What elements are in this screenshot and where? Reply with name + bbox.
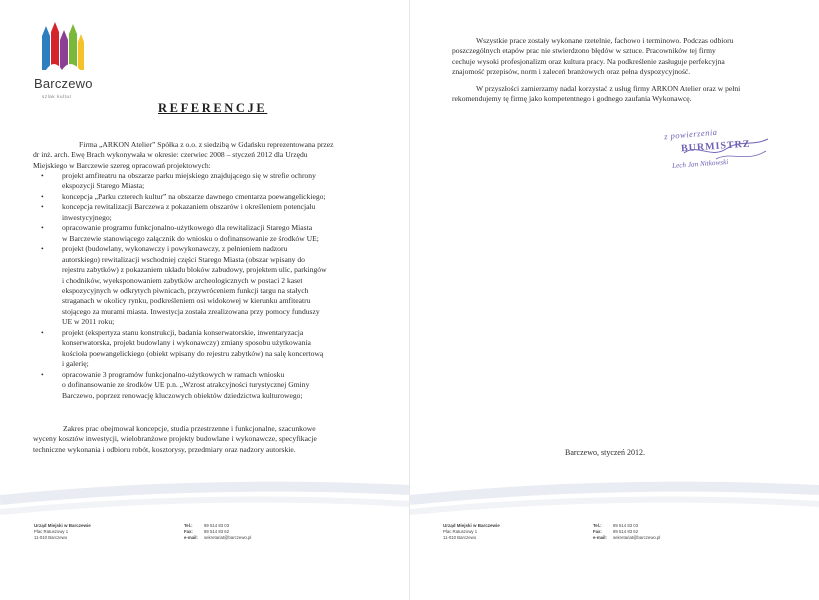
footer-label: e-mail: <box>593 534 607 540</box>
list-item-line: • koncepcja rewitalizacji Barczewa z pokazaniem obszarów i określeniem potencjału <box>62 202 316 212</box>
footer-street: Plac Ratuszowy 1 <box>443 528 478 534</box>
letterhead-footer <box>443 523 743 540</box>
list-item-line: ekspozycyjnych w odkrytych piwnicach, przywróceniem funkcji targu na stałych <box>62 285 309 295</box>
assessment-line: cechuje wysoki profesjonalizm oraz kultura pracy. Na podkreślenie zasługuje perfekcyjna <box>452 56 725 66</box>
list-item-line: ekspozycji Starego Miasta; <box>62 181 145 191</box>
list-item-line: kościoła poewangelickiego (obiekt wpisany do rejestru zabytków) na salę koncertową <box>62 348 324 358</box>
footer-fax: 89 514 83 62 <box>204 528 230 534</box>
stamp-name: Lech Jan Nitkowski <box>671 158 729 170</box>
projects-list <box>41 171 371 401</box>
footer-org-name: Urząd Miejski w Barczewie <box>443 523 500 528</box>
list-item <box>41 192 371 202</box>
list-item-line: • opracowanie programu funkcjonalno-użytkowego dla rewitalizacji Starego Miasta <box>62 223 313 233</box>
logo-tagline: szlak kultur <box>42 94 72 99</box>
list-item-line: • projekt amfiteatru na obszarze parku miejskiego znajdującego się w strefie ochrony <box>62 171 316 180</box>
document-date: Barczewo, styczeń 2012. <box>565 448 645 457</box>
list-item-line: konserwatorska, projekt budowlany i wykonawczy) zmiany sposobu użytkowania <box>62 338 311 348</box>
mayor-signature-stamp <box>656 126 806 184</box>
footer-label: Tel.: <box>184 523 193 528</box>
list-item <box>41 202 371 223</box>
list-item-line: i chodników, wyeksponowaniem zabytków archeologicznych w postaci 2 kaset <box>62 275 303 285</box>
list-item-line: i galerię; <box>62 359 89 369</box>
assessment-line: poszczególnych etapów prac nie stwierdzono błędów w sztuce. Pracowników tej firmy <box>452 46 716 56</box>
assessment-paragraph <box>452 36 792 78</box>
list-item-line: straganach w okolicy rynku, podkreśleniem osi widokowej w kierunku amfiteatru <box>62 296 311 306</box>
closing-line: Zakres prac obejmował koncepcje, studia przestrzenne i funkcjonalne, szacunkowe <box>63 424 316 433</box>
footer-label: Fax: <box>593 528 602 534</box>
footer-contact-values <box>204 523 251 540</box>
list-item <box>41 370 371 401</box>
list-item <box>41 328 371 370</box>
footer-city: 11-010 Barczewo <box>34 534 68 540</box>
list-item-line: Barczewo, poprzez renowację kluczowych obiektów dziedzictwa kulturowego; <box>62 390 303 400</box>
list-item-line: • koncepcja „Parku czterech kultur” na obszarze dawnego cmentarza poewangelickiego; <box>62 191 326 201</box>
list-item-line: inwestycyjnego; <box>62 212 112 222</box>
decorative-swoosh-icon <box>410 470 819 520</box>
list-item-line: • projekt (budowlany, wykonawczy i powykonawczy, z pełnieniem nadzoru <box>62 244 288 254</box>
list-item-line: • opracowanie 3 programów funkcjonalno-użytkowych w ramach wniosku <box>62 369 285 379</box>
closing-line: wyceny kosztów inwestycji, wielobranżowe projekty budowlane i wykonawcze, specyfikacje <box>33 434 317 444</box>
list-item-line: o dofinansowanie ze środków UE p.n. „Wzrost atrakcyjności turystycznej Gminy <box>62 380 310 390</box>
list-item <box>41 171 371 192</box>
footer-contact-labels <box>593 523 607 540</box>
list-item-line: • projekt (ekspertyza stanu konstrukcji, badania konserwatorskie, inwentaryzacja <box>62 327 304 337</box>
list-item-line: rejestru zabytków) z pokazaniem układu bloków zabudowy, projektem ulic, parkingów <box>62 265 327 275</box>
stamp-authorization: z powierzenia <box>663 126 718 142</box>
intro-line: dr inż. arch. Ewę Brach wykonywała w okresie: czerwiec 2008 – styczeń 2012 dla Urzędu <box>33 150 308 160</box>
closing-paragraph <box>33 424 373 455</box>
page-title: REFERENCJE <box>158 101 268 115</box>
list-item-line: stojącego za murami miasta. Inwestycja została zrealizowana przy pomocy funduszy <box>62 306 320 316</box>
stamp-title: BURMISTRZ <box>680 138 751 155</box>
footer-label: Tel.: <box>593 523 602 528</box>
footer-phone: 89 514 83 03 <box>613 523 639 528</box>
list-item <box>41 223 371 244</box>
list-item-line: UE w 2011 roku; <box>62 317 115 327</box>
footer-fax: 89 514 83 62 <box>613 528 639 534</box>
intro-paragraph <box>33 140 373 171</box>
list-item <box>41 244 371 328</box>
recommendation-line: W przyszłości zamierzamy nadal korzystać z usług firmy ARKON Atelier oraz w pełni <box>476 84 741 93</box>
towers-logo-icon <box>34 22 94 76</box>
assessment-line: Wszystkie prace zostały wykonane rzetelnie, fachowo i terminowo. Podczas odbioru <box>476 36 734 45</box>
footer-street: Plac Ratuszowy 1 <box>34 528 69 534</box>
letterhead-footer <box>34 523 334 540</box>
footer-contact-labels <box>184 523 198 540</box>
footer-contact-values <box>613 523 660 540</box>
recommendation-line: rekomendujemy tę firmę jako kompetentnego i godnego zaufania Wykonawcę. <box>452 94 692 104</box>
footer-label: e-mail: <box>184 534 198 540</box>
footer-org-name: Urząd Miejski w Barczewie <box>34 523 91 528</box>
recommendation-paragraph <box>452 84 792 105</box>
footer-label: Fax: <box>184 528 193 534</box>
assessment-line: znajomość przepisów, norm i zaleceń branżowych oraz pełna dyspozycyjność. <box>452 67 691 77</box>
closing-line: techniczne wykonania i odbioru robót, kosztorysy, przedmiary oraz nadzory autorskie. <box>33 444 296 454</box>
barczewo-logo <box>34 22 104 99</box>
intro-line: Miejskiego w Barczewie szereg opracowań projektowych: <box>33 160 211 170</box>
intro-line: Firma „ARKON Atelier” Spółka z o.o. z siedzibą w Gdańsku reprezentowana przez <box>79 140 334 149</box>
list-item-line: w Barczewie stanowiącego załącznik do wniosku o dofinansowanie ze środków UE; <box>62 233 319 243</box>
footer-email: sekretariat@barczewo.pl <box>613 534 661 540</box>
footer-phone: 89 514 83 03 <box>204 523 230 528</box>
list-item-line: autorskiego) rewitalizacji wschodniej części Starego Miasta (obszar wpisany do <box>62 254 305 264</box>
footer-email: sekretariat@barczewo.pl <box>204 534 252 540</box>
logo-name: Barczewo <box>34 76 93 91</box>
footer-city: 11-010 Barczewo <box>443 534 477 540</box>
decorative-swoosh-icon <box>0 470 409 520</box>
